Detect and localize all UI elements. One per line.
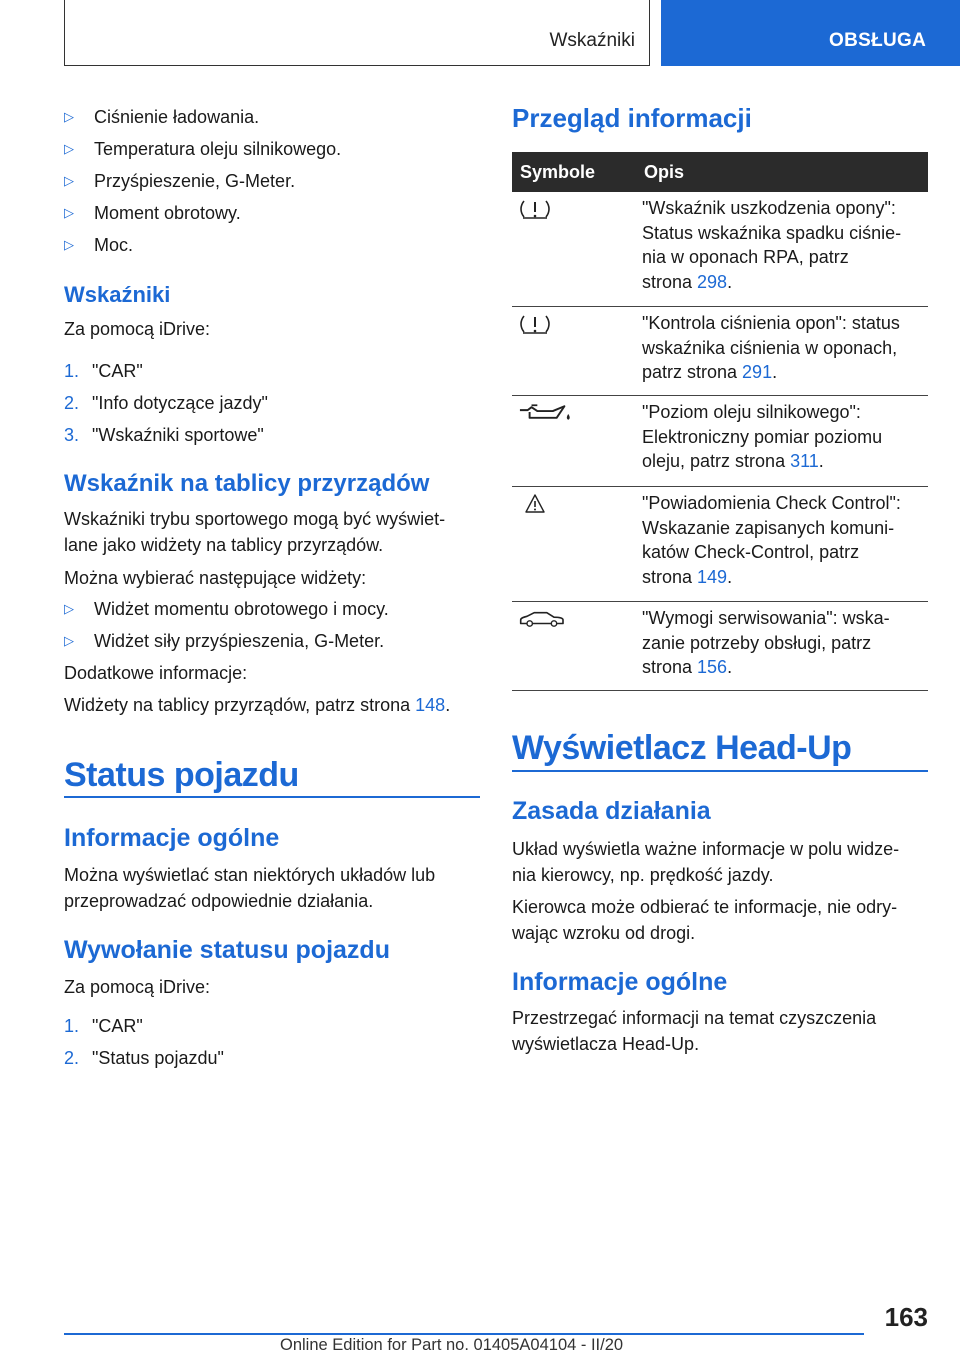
page-link[interactable]: 311	[790, 451, 819, 471]
page-link[interactable]: 156	[697, 657, 728, 677]
heading-zasada: Zasada działania	[512, 797, 711, 825]
bullet-triangle-icon: ▷	[64, 205, 74, 220]
paragraph: wając wzroku od drogi.	[512, 923, 696, 943]
heading-rule	[512, 770, 928, 772]
paragraph: Przestrzegać informacji na temat czyszczenia	[512, 1008, 877, 1028]
table-row	[512, 602, 928, 691]
bullet-triangle-icon: ▷	[64, 601, 74, 616]
paragraph: Za pomocą iDrive:	[64, 977, 211, 997]
car-service-icon	[518, 608, 572, 630]
heading-informacje-ogolne-hud: Informacje ogólne	[512, 968, 728, 996]
row-description: "Wymogi serwisowania": wska- zanie potrzeby obsługi, patrz strona 156.	[642, 608, 890, 677]
list-item: ▷ Widżet siły przyśpieszenia, G-Meter.	[64, 631, 385, 651]
table-row	[512, 192, 928, 307]
bullet-triangle-icon: ▷	[64, 173, 74, 188]
table-row	[512, 307, 928, 396]
page-link[interactable]: 148	[415, 695, 446, 715]
heading-przeglad: Przegląd informacji	[512, 103, 752, 133]
page-number: 163	[884, 1302, 928, 1332]
footer-rule	[64, 1333, 864, 1335]
paragraph: Można wyświetlać stan niektórych układów lub	[64, 865, 436, 885]
row-description: "Kontrola ciśnienia opon": status wskaźnika ciśnienia w oponach, patrz strona 291.	[642, 313, 900, 382]
heading-tablica: Wskaźnik na tablicy przyrządów	[64, 470, 430, 497]
page-link[interactable]: 149	[697, 566, 728, 587]
bullet-triangle-icon: ▷	[64, 141, 74, 156]
paragraph: przeprowadzać odpowiednie działania.	[64, 891, 374, 911]
list-item: ▷ Moc.	[64, 235, 134, 255]
bullet-triangle-icon: ▷	[64, 633, 74, 648]
tire-pressure-warning-icon	[518, 198, 558, 220]
row-description: "Poziom oleju silnikowego": Elektroniczny pomiar poziomu oleju, patrz strona 311.	[642, 402, 883, 471]
heading-head-up: Wyświetlacz Head-Up	[512, 729, 852, 767]
step-item: 1. "CAR"	[64, 1016, 143, 1036]
bullet-triangle-icon: ▷	[64, 109, 74, 124]
paragraph: Dodatkowe informacje:	[64, 663, 248, 683]
header-section-title: Wskaźniki	[549, 30, 635, 51]
warning-triangle-icon	[518, 493, 558, 515]
page-link[interactable]: 291	[742, 362, 773, 382]
list-item: ▷ Widżet momentu obrotowego i mocy.	[64, 599, 389, 619]
footer-edition: Online Edition for Part no. 01405A04104 - II/20	[280, 1336, 624, 1354]
heading-informacje-ogolne: Informacje ogólne	[64, 824, 280, 852]
header-section-box	[64, 0, 650, 66]
table-row	[512, 487, 928, 602]
paragraph: nia kierowcy, np. prędkość jazdy.	[512, 865, 774, 885]
step-item: 2. "Status pojazdu"	[64, 1048, 224, 1068]
step-item: 1. "CAR"	[64, 361, 143, 381]
paragraph: lane jako widżety na tablicy przyrządów.	[64, 535, 384, 555]
bullet-triangle-icon: ▷	[64, 237, 74, 252]
heading-wywolanie: Wywołanie statusu pojazdu	[64, 936, 390, 964]
heading-wskazniki: Wskaźniki	[64, 282, 171, 307]
list-item: ▷ Przyśpieszenie, G-Meter.	[64, 171, 296, 191]
page-link[interactable]: 298	[697, 271, 728, 292]
reference-line: Widżety na tablicy przyrządów, patrz strona 148.	[64, 695, 451, 715]
paragraph: Wskaźniki trybu sportowego mogą być wyświet-	[64, 509, 446, 529]
heading-status-pojazdu: Status pojazdu	[64, 756, 299, 794]
list-item: ▷ Moment obrotowy.	[64, 203, 241, 223]
row-description: "Wskaźnik uszkodzenia opony": Status wskaźnika spadku ciśnie- nia w oponach RPA, patrz strona 298.	[642, 198, 902, 292]
column-header-symbols: Symbole	[520, 162, 596, 182]
paragraph: Kierowca może odbierać te informacje, nie odry-	[512, 897, 898, 917]
step-item: 3. "Wskaźniki sportowe"	[64, 425, 264, 445]
paragraph: wyświetlacza Head-Up.	[512, 1034, 700, 1054]
step-item: 2. "Info dotyczące jazdy"	[64, 393, 268, 413]
list-item: ▷ Temperatura oleju silnikowego.	[64, 139, 342, 159]
oil-level-icon	[518, 402, 576, 424]
header-chapter-title: OBSŁUGA	[829, 30, 927, 51]
paragraph: Za pomocą iDrive:	[64, 319, 211, 339]
paragraph: Można wybierać następujące widżety:	[64, 568, 367, 588]
header-chapter-tab	[661, 0, 960, 66]
list-item: ▷ Ciśnienie ładowania.	[64, 107, 260, 127]
table-row	[512, 396, 928, 487]
column-header-desc: Opis	[644, 162, 685, 182]
heading-rule	[64, 796, 480, 798]
paragraph: Układ wyświetla ważne informacje w polu widze-	[512, 839, 900, 859]
table-header	[512, 152, 928, 192]
tire-pressure-monitor-icon	[518, 313, 558, 335]
row-description: "Powiadomienia Check Control": Wskazanie zapisanych komuni- katów Check-Control, patrz strona 149.	[642, 493, 901, 587]
